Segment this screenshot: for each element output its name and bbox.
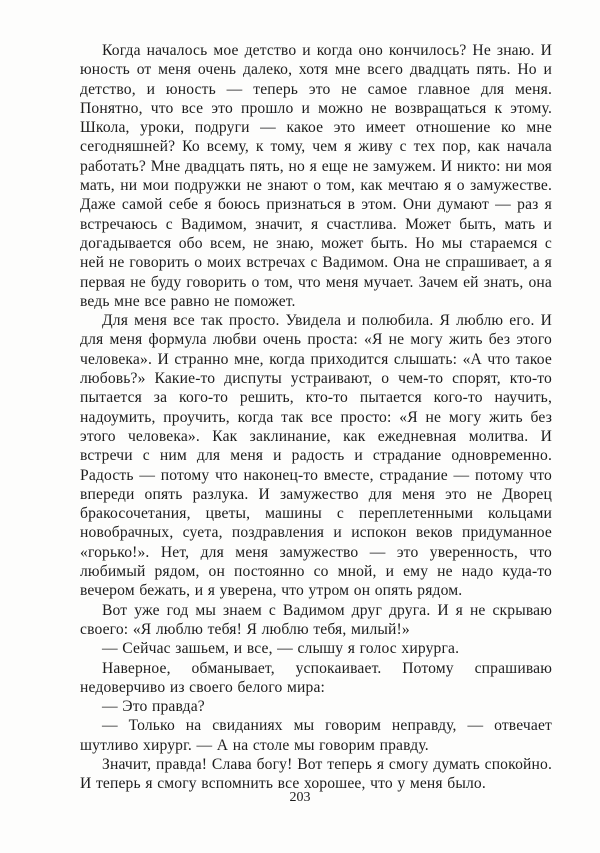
- page-number: 203: [289, 790, 311, 805]
- paragraph-3: Вот уже год мы знаем с Вадимом друг друга. И я не скрываю своего: «Я люблю тебя! Я люблю тебя, милый!»: [80, 601, 552, 638]
- body-text: [80, 41, 552, 794]
- dialogue-line-2: — Это правда?: [102, 698, 205, 716]
- paragraph-8: Значит, правда! Слава богу! Вот теперь я смогу думать спокойно. И теперь я смогу вспомнить все хорошее, что у меня было.: [80, 755, 552, 793]
- paragraph-5: Наверное, обманывает, успокаивает. Потому спрашиваю недоверчиво из своего белого мира:: [80, 659, 552, 696]
- dialogue-line-1: — Сейчас зашьем, и все, — слышу я голос хирурга.: [102, 640, 460, 658]
- paragraph-1: Когда началось мое детство и когда оно кончилось? Не знаю. И юность от меня очень далеко, хотя мне всего двадцать пять. Но и детство, и юность — теперь это не самое главное для меня. Понятно, что все это прошло и можно не возвращаться к этому. Школа, уроки, подруги — какое это имеет отношение ко мне сегодняшней? Ко всему, к тому, чем я живу с тех пор, как начала работать? Мне двадцать пять, но я еще не замужем. И никто: ни моя мать, ни мои подружки не знают о том, как мечтаю я о замужестве. Даже самой себе я боюсь признаться в этом. Они думают — раз я встречаюсь с Вадимом, значит, я счастлива. Может быть, мать и догадывается обо всем, не знаю, может быть. Но мы стараемся с ней не говорить о моих встречах с Вадимом. Она не спрашивает, а я первая не буду говорить о том, что меня мучает. Зачем ей знать, она ведь мне все равно не поможет.: [80, 42, 552, 310]
- dialogue-line-3: — Только на свиданиях мы говорим неправду, — отвечает шутливо хирург. — А на столе мы говорим правду.: [80, 717, 552, 754]
- paragraph-2: Для меня все так просто. Увидела и полюбила. Я люблю его. И для меня формула любви очень проста: «Я не могу жить без этого человека». И странно мне, когда приходится слышать: «А что такое любовь?» Какие-то диспуты устраивают, о чем-то спорят, кто-то пытается за кого-то решить, кто-то пытается кого-то научить, надоумить, проучить, когда так все просто: «Я не могу жить без этого человека». Как заклинание, как ежедневная молитва. И встречи с ним для меня и радость и страдание одновременно. Радость — потому что наконец-то вместе, страдание — потому что впереди опять разлука. И замужество для меня это не Дворец бракосочетания, цветы, машины с переплетенными кольцами новобрачных, суета, поздравления и испокон веков придуманное «горько!». Нет, для меня замужество — это уверенность, что любимый рядом, он постоянно со мной, и ему не надо куда-то вечером бежать, и я уверена, что утром он опять рядом.: [80, 312, 552, 600]
